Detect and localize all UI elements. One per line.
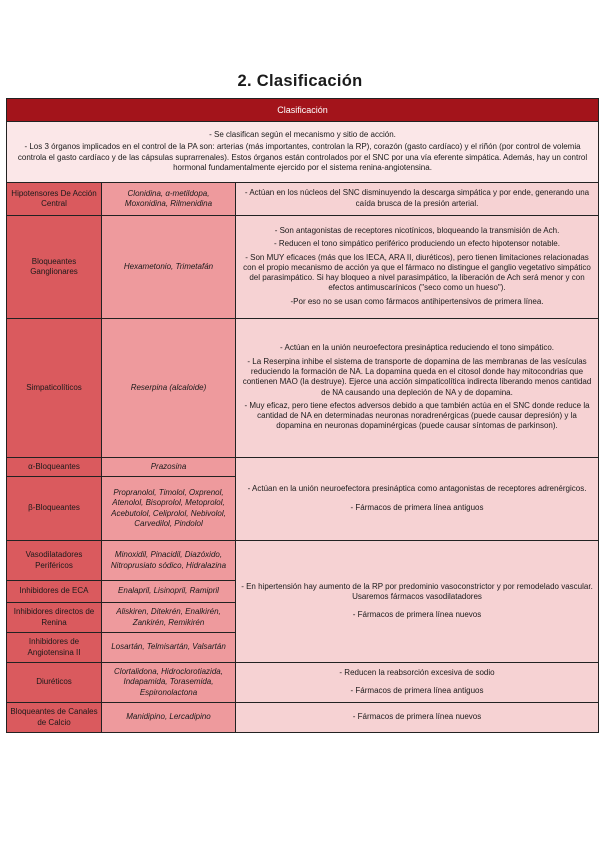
drugs-cell: Clortalidona, Hidroclorotiazida, Indapamida, Torasemida, Espironolactona <box>102 663 236 703</box>
table-row <box>7 183 599 216</box>
intro-cell <box>7 122 599 183</box>
notes-cell <box>236 541 599 663</box>
note: -Por eso no se usan como fármacos antihipertensivos de primera línea. <box>290 296 544 306</box>
notes-cell <box>236 183 599 216</box>
table-row <box>7 458 599 477</box>
note: - Reducen la reabsorción excesiva de sodio <box>339 667 495 677</box>
note: - Actúan en la unión neuroefectora presináptica reduciendo el tono simpático. <box>280 343 554 353</box>
category-cell: Hipotensores De Acción Central <box>7 183 102 216</box>
note: - En hipertensión hay aumento de la RP por predominio vasoconstrictor y por remodelado vascular. Usaremos fármacos vasodilatadores <box>241 581 593 601</box>
note: - Son MUY eficaces (más que los IECA, ARA II, diuréticos), pero tienen limitaciones relacionadas con el propio mecanismo de acción ya que el fármaco no distingue el ganglio vegetativo simpático del parasimpático. Si hay bloqueo a nivel parasimpático, la liberación de Ach será menor y con efectos antimuscarínicos ("seco como un hueso"). <box>243 252 591 293</box>
category-cell: Bloqueantes de Canales de Calcio <box>7 703 102 733</box>
table-row <box>7 703 599 733</box>
drugs-cell: Minoxidil, Pinacidil, Diazóxido, Nitroprusiato sódico, Hidralazina <box>102 541 236 581</box>
drugs-cell: Manidipino, Lercadipino <box>102 703 236 733</box>
table-row <box>7 541 599 581</box>
category-cell: Diuréticos <box>7 663 102 703</box>
drugs-cell: Prazosina <box>102 458 236 477</box>
drugs-cell: Enalapril, Lisinopril, Ramipril <box>102 581 236 603</box>
note: - Fármacos de primera línea nuevos <box>352 610 482 620</box>
table-row <box>7 319 599 458</box>
note: - Reducen el tono simpático periférico produciendo un efecto hipotensor notable. <box>274 239 560 249</box>
note: - Fármacos de primera línea antiguos <box>350 686 484 695</box>
drugs-cell: Clonidina, α-metildopa, Moxonidina, Rilmenidina <box>102 183 236 216</box>
intro-line: - Los 3 órganos implicados en el control de la PA son: arterias (más importantes, controlan la RP), corazón (gasto cardíaco) y el riñón (por control de volemia controla el gasto cardíaco y de las cápsulas suprarrenales). Estos órganos están controlados por el SNC por una vía eferente simpática. Además, hay un control hormonal fundamentalmente ejercido por el sistema renina-angiotensina. <box>17 142 588 172</box>
table-header: Clasificación <box>7 99 599 122</box>
drugs-cell: Hexametonio, Trimetafán <box>102 216 236 319</box>
category-cell: Bloqueantes Ganglionares <box>7 216 102 319</box>
drugs-cell: Aliskiren, Ditekrén, Enalkirén, Zankirén, Remikirén <box>102 603 236 633</box>
drugs-cell: Reserpina (alcaloide) <box>102 319 236 458</box>
category-cell: Vasodilatadores Periféricos <box>7 541 102 581</box>
notes-cell <box>236 216 599 319</box>
note: - Fármacos de primera línea nuevos <box>352 711 482 721</box>
note: - Fármacos de primera línea antiguos <box>350 502 484 512</box>
notes-cell <box>236 458 599 541</box>
page-title: 2. Clasificación <box>237 72 363 90</box>
category-cell: Inhibidores de ECA <box>7 581 102 603</box>
notes-cell <box>236 663 599 703</box>
intro-line: - Se clasifican según el mecanismo y sitio de acción. <box>209 129 396 139</box>
note: - Actúan en los núcleos del SNC disminuyendo la descarga simpática y por ende, generando una caída brusca de la presión arterial. <box>244 188 590 208</box>
category-cell: β-Bloqueantes <box>7 477 102 541</box>
category-cell: Simpaticolíticos <box>7 319 102 458</box>
note: - La Reserpina inhibe el sistema de transporte de dopamina de las membranas de las vesículas reduciendo la formación de NA. La dopamina queda en el citosol donde hay mitocondrias que contienen MAO (la destruye). Ejerce una acción simpaticolítica indirecta liberando menos cantidad de NA causando una depleción de NA y de dopamina. <box>242 356 592 397</box>
drugs-cell: Losartán, Telmisartán, Valsartán <box>102 633 236 663</box>
note: - Actúan en la unión neuroefectora presináptica como antagonistas de receptores adrenérgicos. <box>247 484 587 494</box>
note: - Muy eficaz, pero tiene efectos adversos debido a que también actúa en el SNC donde reduce la cantidad de NA en determinadas neuronas noradrenérgicas (puede causar depresión) y la dopamina en neuronas dopaminérgicas (puede causar síntomas de parkinson). <box>244 400 590 431</box>
note: - Son antagonistas de receptores nicotínicos, bloqueando la transmisión de Ach. <box>274 225 560 235</box>
classification-table <box>6 98 599 733</box>
table-row <box>7 663 599 703</box>
drugs-cell: Propranolol, Timolol, Oxprenol, Atenolol, Bisoprolol, Metoprolol, Acebutolol, Celiprolol, Nebivolol, Carvedilol, Pindolol <box>102 477 236 541</box>
notes-cell <box>236 319 599 458</box>
category-cell: Inhibidores directos de Renina <box>7 603 102 633</box>
notes-cell <box>236 703 599 733</box>
category-cell: α-Bloqueantes <box>7 458 102 477</box>
category-cell: Inhibidores de Angiotensina II <box>7 633 102 663</box>
table-row <box>7 216 599 319</box>
